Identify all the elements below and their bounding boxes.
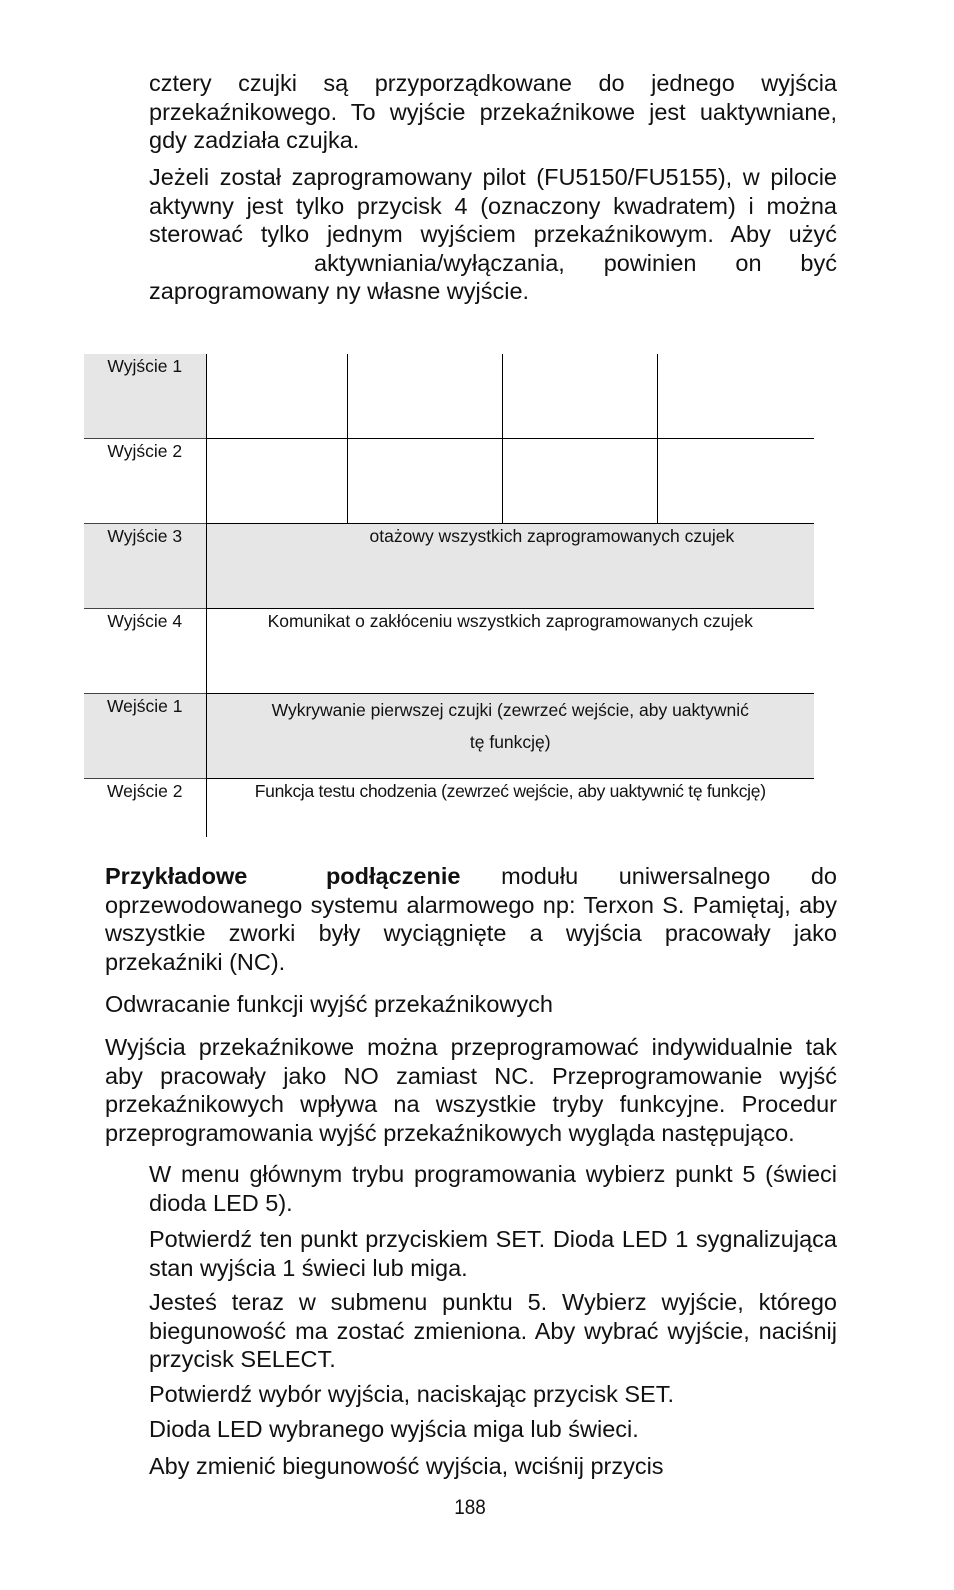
- remote-paragraph-gap-line: aktywniania/wyłączania, powinien on być: [314, 249, 837, 276]
- page-number: 188: [454, 1496, 486, 1519]
- remote-paragraph-text: Jeżeli został zaprogramowany pilot (FU5150/FU5155), w pilocie aktywny jest tylko przycisk 4 (oznaczony kwadratem) i można sterować tylko jednym wyjściem przekaźnikowym. Aby użyć: [149, 164, 837, 247]
- example-connection-heading: Przykładowe podłączenie: [105, 863, 461, 889]
- table-cell: [206, 439, 347, 524]
- example-connection-paragraph: [105, 862, 837, 976]
- table-row-output-1: [84, 354, 814, 439]
- table-row-input-1: [84, 694, 814, 779]
- table-row-output-4: [84, 609, 814, 694]
- remote-paragraph: [149, 163, 837, 306]
- intro-paragraph: cztery czujki są przyporządkowane do jednego wyjścia przekaźnikowego. To wyjście przekaźnikowe jest uaktywniane, gdy zadziała czujka.: [149, 70, 837, 153]
- table-cell: [347, 439, 502, 524]
- step-item: Potwierdź ten punkt przyciskiem SET. Dioda LED 1 sygnalizująca stan wyjścia 1 świeci lub miga.: [149, 1226, 837, 1281]
- row-label: Wejście 2: [84, 779, 206, 838]
- row-label: Wyjście 1: [84, 354, 206, 439]
- step-item: Potwierdź wybór wyjścia, naciskając przycisk SET.: [149, 1381, 674, 1407]
- remote-paragraph-last: zaprogramowany ny własne wyjście.: [149, 278, 530, 304]
- step-item: Aby zmienić biegunowość wyjścia, wciśnij przycis: [149, 1453, 664, 1479]
- row-label: Wyjście 3: [84, 524, 206, 609]
- section-heading: Odwracanie funkcji wyjść przekaźnikowych: [105, 991, 553, 1017]
- row-label: Wyjście 4: [84, 609, 206, 694]
- table-cell: [206, 354, 347, 439]
- example-connection-text: modułu uniwersalnego do oprzewodowanego systemu alarmowego np: Terxon S. Pamiętaj, aby wszystkie zworki były wyciągnięte a wyjścia pracowały jako przekaźniki (NC).: [105, 863, 837, 975]
- table-row-output-3: [84, 524, 814, 609]
- io-function-table: [84, 354, 814, 837]
- table-cell: [502, 439, 657, 524]
- step-item: W menu głównym trybu programowania wybierz punkt 5 (świeci dioda LED 5).: [149, 1161, 837, 1216]
- row-label: Wyjście 2: [84, 439, 206, 524]
- table-cell: [347, 354, 502, 439]
- step-item: Dioda LED wybranego wyjścia miga lub świeci.: [149, 1416, 639, 1442]
- row-label: Wejście 1: [84, 694, 206, 779]
- table-row-output-2: [84, 439, 814, 524]
- table-cell: [502, 354, 657, 439]
- section-body: Wyjścia przekaźnikowe można przeprogramować indywidualnie tak aby pracowały jako NO zamiast NC. Przeprogramowanie wyjść przekaźnikowych wpływa na wszystkie tryby funkcyjne. Procedur przeprogramowania wyjść przekaźnikowych wygląda następująco.: [105, 1034, 837, 1146]
- step-item: Jesteś teraz w submenu punktu 5. Wybierz wyjście, którego biegunowość ma zostać zmieniona. Aby wybrać wyjście, naciśnij przycisk SELECT.: [149, 1289, 837, 1372]
- table-row-input-2: [84, 779, 814, 838]
- row-description: otażowy wszystkich zaprogramowanych czujek: [206, 524, 814, 609]
- row-description: Funkcja testu chodzenia (zewrzeć wejście, aby uaktywnić tę funkcję): [206, 779, 814, 838]
- table-cell: [657, 354, 814, 439]
- row-description: Komunikat o zakłóceniu wszystkich zaprogramowanych czujek: [206, 609, 814, 694]
- table-cell: [657, 439, 814, 524]
- row-description: Wykrywanie pierwszej czujki (zewrzeć wejście, aby uaktywnić tę funkcję): [206, 694, 814, 779]
